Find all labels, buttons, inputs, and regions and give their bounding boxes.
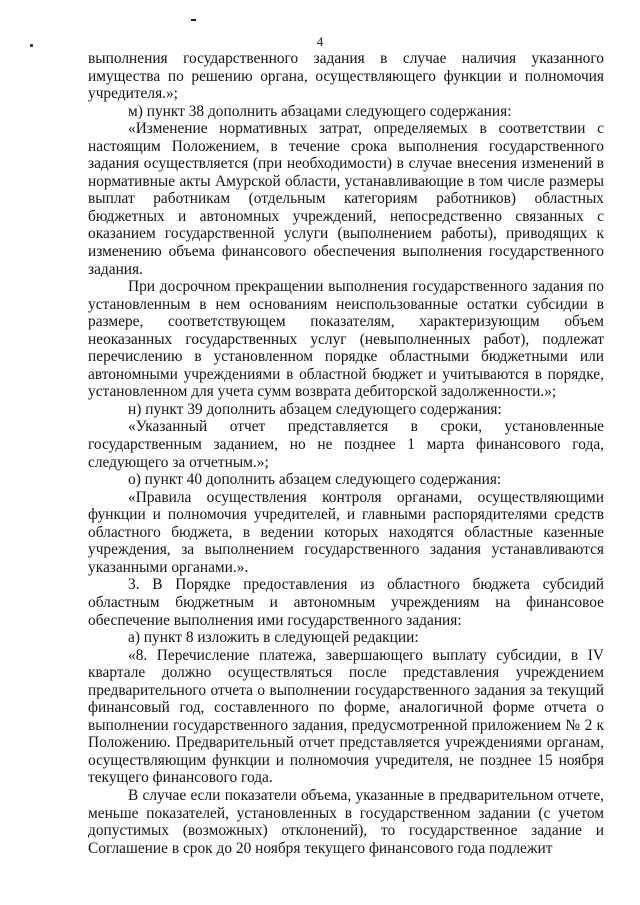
paragraph: м) пункт 38 дополнить абзацами следующего содержания: (128, 102, 512, 120)
paragraph: о) пункт 40 дополнить абзацем следующего содержания: (128, 471, 502, 489)
paragraph: «Изменение нормативных затрат, определяемых в соответствии с настоящим Положением, в течение срока выполнения государственного задания осуществляется (при необходимости) в случае внесения изменений в нормативные акты Амурской области, устанавливающие в том числе размеры выплат работникам (отдельным категориям работников) областных бюджетных и автономных учреждений, непосредственно связанных с оказанием государственной услуги (выполнением работы), приводящих к изменению объема финансового обеспечения выполнения государственного задания. (88, 120, 604, 278)
paragraph: «Указанный отчет представляется в сроки, установленные государственным заданием, но не позднее 1 марта финансового года, следующего за отчетным.»; (88, 418, 604, 471)
paragraph: «Правила осуществления контроля органами, осуществляющими функции и полномочия учредителей, и главными распорядителями средств областного бюджета, в ведении которых находятся областные казенные учреждения, за выполнением государственного задания устанавливаются указанными органами.». (88, 488, 604, 576)
scan-mark-dash (191, 19, 196, 21)
paragraph: 3. В Порядке предоставления из областного бюджета субсидий областным бюджетным и автономным учреждениям на финансовое обеспечение выполнения ими государственного задания: (88, 576, 604, 629)
paragraph: «8. Перечисление платежа, завершающего выплату субсидии, в IV квартале должно осуществляться после представления учреждением предварительного отчета о выполнении государственного задания за текущий финансовый год, составленного по форме, аналогичной форме отчета о выполнении государственного задания, предусмотренной приложением № 2 к Положению. Предварительный отчет представляется учреждениями органам, осуществляющим функции и полномочия учредителя, не позднее 15 ноября текущего финансового года. (88, 646, 604, 787)
paragraph: выполнения государственного задания в случае наличия указанного имущества по решению органа, осуществляющего функции и полномочия учредителя.»; (88, 50, 604, 103)
paragraph: При досрочном прекращении выполнения государственного задания по установленным в нем основаниям неиспользованные остатки субсидии в размере, соответствующем показателям, характеризующим объем неоказанных государственных услуг (невыполненных работ), подлежат перечислению в установленном порядке областными бюджетными или автономными учреждениями в областной бюджет и учитываются в порядке, установленном для учета сумм возврата дебиторской задолженности.»; (88, 278, 604, 401)
paragraph: В случае если показатели объема, указанные в предварительном отчете, меньше показателей, установленных в государственном задании (с учетом допустимых (возможных) отклонений), то государственное задание и Соглашение в срок до 20 ноября текущего финансового года подлежит (88, 786, 604, 857)
paragraph: н) пункт 39 дополнить абзацем следующего содержания: (128, 400, 502, 418)
paragraph: а) пункт 8 изложить в следующей редакции: (128, 629, 419, 647)
page-number: 4 (316, 34, 324, 49)
document-body (88, 50, 604, 857)
